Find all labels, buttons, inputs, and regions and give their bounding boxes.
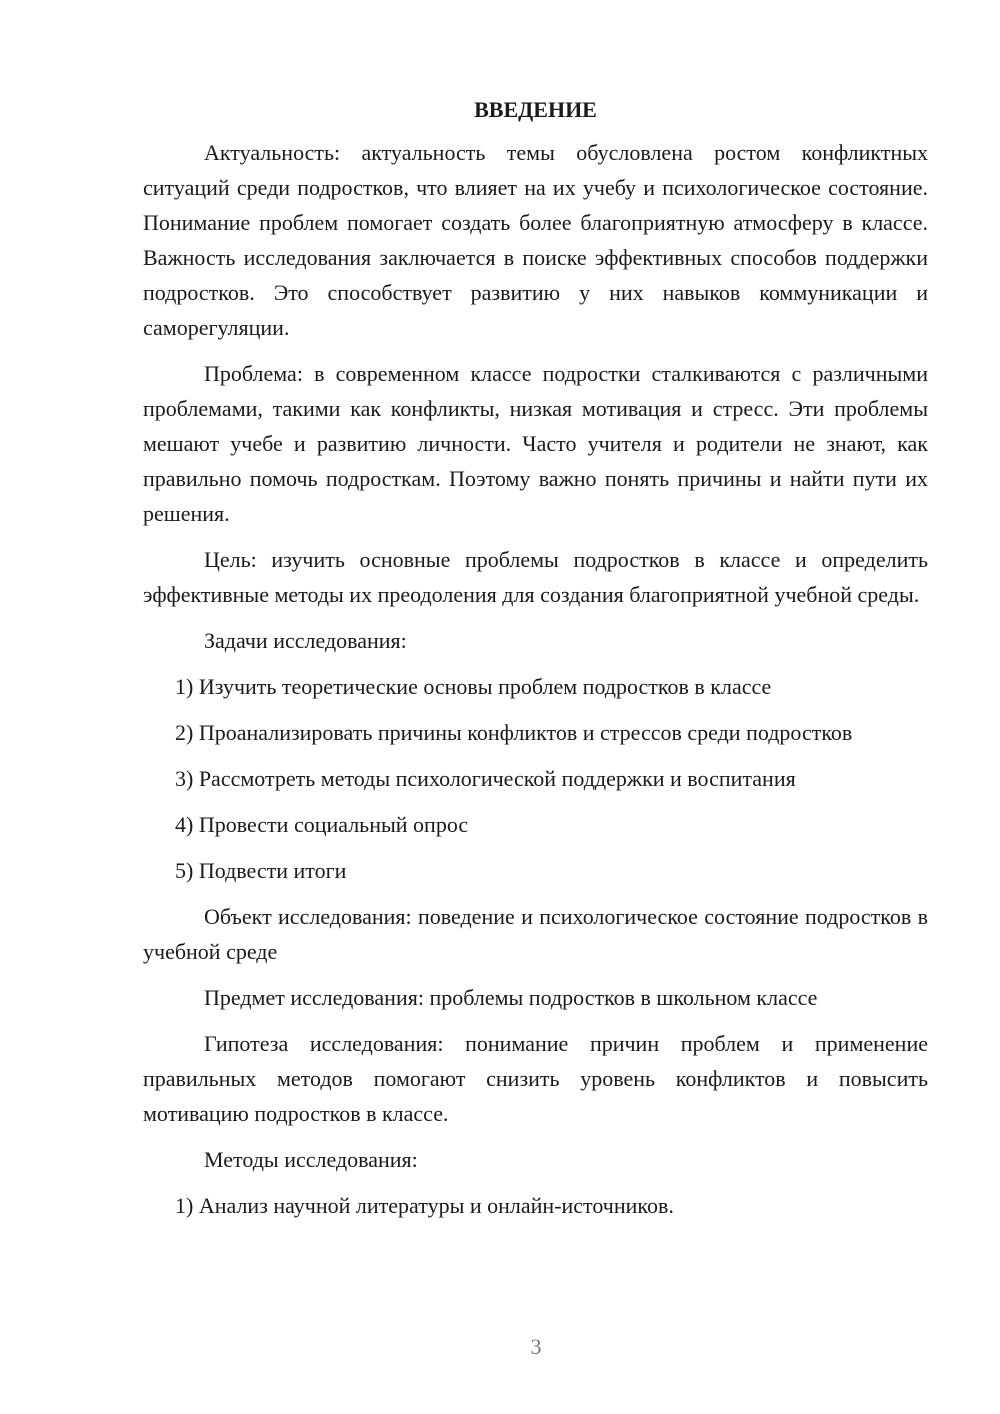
paragraph-hypothesis: Гипотеза исследования: понимание причин проблем и применение правильных методов помогают снизить уровень конфликтов и повысить мотивацию подростков в классе. (143, 1031, 928, 1126)
paragraph-goal: Цель: изучить основные проблемы подростков в классе и определить эффективные методы их преодоления для создания благоприятной учебной среды. (143, 547, 928, 607)
paragraph-relevance: Актуальность: актуальность темы обусловлена ростом конфликтных ситуаций среди подростков, что влияет на их учебу и психологическое состояние. Понимание проблем помогает создать более благоприятную атмосферу в классе. Важность исследования заключается в поиске эффективных способов поддержки подростков. Это способствует развитию у них навыков коммуникации и саморегуляции. (143, 140, 928, 340)
task-item: 4) Провести социальный опрос (175, 812, 469, 837)
page-number: 3 (530, 1334, 542, 1359)
task-item: 3) Рассмотреть методы психологической поддержки и воспитания (175, 766, 796, 791)
method-item: 1) Анализ научной литературы и онлайн-источников. (175, 1193, 674, 1218)
paragraph-subject: Предмет исследования: проблемы подростков в школьном классе (204, 985, 818, 1010)
document-page (143, 96, 928, 1234)
task-item: 2) Проанализировать причины конфликтов и стрессов среди подростков (175, 720, 853, 745)
tasks-heading: Задачи исследования: (204, 628, 407, 653)
task-item: 5) Подвести итоги (175, 858, 347, 883)
section-title: ВВЕДЕНИЕ (474, 97, 597, 122)
methods-heading: Методы исследования: (204, 1147, 418, 1172)
paragraph-problem: Проблема: в современном классе подростки сталкиваются с различными проблемами, такими как конфликты, низкая мотивация и стресс. Эти проблемы мешают учебе и развитию личности. Часто учителя и родители не знают, как правильно помочь подросткам. Поэтому важно понять причины и найти пути их решения. (143, 361, 928, 526)
paragraph-object: Объект исследования: поведение и психологическое состояние подростков в учебной среде (143, 904, 928, 964)
task-item: 1) Изучить теоретические основы проблем подростков в классе (175, 674, 772, 699)
